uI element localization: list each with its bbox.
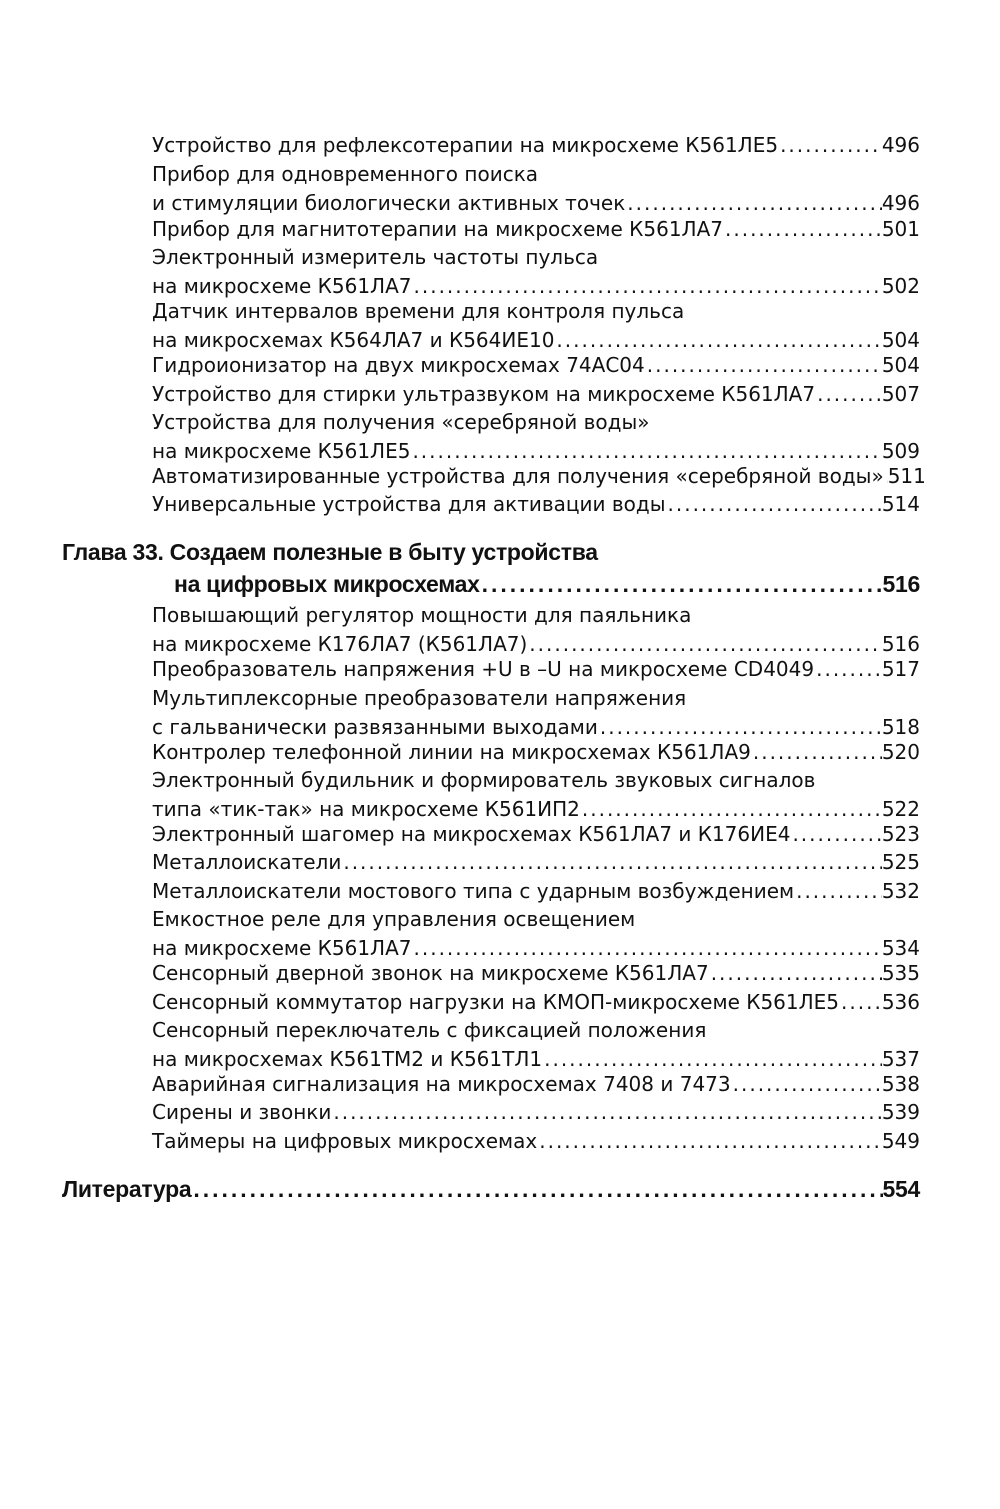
dot-leader xyxy=(731,1070,882,1099)
toc-entry-title-line1: Емкостное реле для управления освещением xyxy=(152,907,636,931)
dot-leader xyxy=(790,820,881,849)
toc-entry[interactable] xyxy=(152,1127,920,1156)
toc-page-number: 549 xyxy=(881,1129,920,1153)
toc-entry[interactable] xyxy=(152,297,920,355)
toc-entry[interactable] xyxy=(152,988,920,1017)
toc-entry[interactable] xyxy=(152,1070,920,1099)
toc-page-number: 504 xyxy=(881,353,920,377)
toc-entry-title: Гидроионизатор на двух микросхемах 74АС04 xyxy=(152,353,645,377)
toc-entry-title: Сирены и звонки xyxy=(152,1100,332,1124)
toc-page-number: 534 xyxy=(881,936,920,960)
toc-entry-title: на микросхеме К561ЛА7 xyxy=(152,936,412,960)
toc-entry[interactable] xyxy=(152,408,920,466)
toc-entry-title-line1: Электронный измеритель частоты пульса xyxy=(152,245,599,269)
toc-entry[interactable] xyxy=(152,380,920,409)
toc-page-number: 509 xyxy=(881,439,920,463)
dot-leader xyxy=(723,215,882,244)
toc-page-number: 523 xyxy=(881,822,920,846)
toc-entry-title: Таймеры на цифровых микросхемах xyxy=(152,1129,538,1153)
toc-entry-title: Контролер телефонной линии на микросхемах К561ЛА9 xyxy=(152,740,751,764)
toc-entry-title: на микросхеме К561ЛА7 xyxy=(152,274,412,298)
toc-entry-title: Металлоискатели мостового типа с ударным возбуждением xyxy=(152,879,795,903)
toc-page-number: 532 xyxy=(881,879,920,903)
literature-page-number: 554 xyxy=(882,1176,920,1202)
toc-entry-title-line1: Устройства для получения «серебряной воды» xyxy=(152,410,650,434)
dot-leader xyxy=(537,1127,882,1156)
toc-page-number: 502 xyxy=(881,274,920,298)
toc-page-number: 517 xyxy=(881,657,920,681)
dot-leader xyxy=(666,490,882,519)
dot-leader xyxy=(814,655,882,684)
toc-page-number: 496 xyxy=(881,133,920,157)
toc-entry-title: Металлоискатели xyxy=(152,850,342,874)
toc-page-number: 511 xyxy=(887,464,926,488)
dot-leader xyxy=(778,131,882,160)
toc-entry-title: на микросхеме К176ЛА7 (К561ЛА7) xyxy=(152,632,528,656)
toc-entry-title: и стимуляции биологически активных точек xyxy=(152,191,626,215)
toc-entry[interactable] xyxy=(152,684,920,742)
toc-entry-title-line1: Датчик интервалов времени для контроля пульса xyxy=(152,299,685,323)
toc-entry-title: Аварийная сигнализация на микросхемах 7408 и 7473 xyxy=(152,1072,731,1096)
toc-entry-title: Преобразователь напряжения +U в –U на микросхеме CD4049 xyxy=(152,657,815,681)
toc-entry[interactable] xyxy=(152,766,920,824)
dot-leader xyxy=(645,351,882,380)
toc-entry[interactable] xyxy=(152,820,920,849)
toc-entry[interactable] xyxy=(152,848,920,877)
toc-entry[interactable] xyxy=(152,1098,920,1127)
toc-entry[interactable] xyxy=(152,655,920,684)
toc-page-number: 525 xyxy=(881,850,920,874)
toc-page-number: 535 xyxy=(881,961,920,985)
toc-entry-title: Сенсорный дверной звонок на микросхеме К561ЛА7 xyxy=(152,961,709,985)
toc-entry-title: Сенсорный коммутатор нагрузки на КМОП-микросхеме К561ЛЕ5 xyxy=(152,990,840,1014)
toc-page-number: 539 xyxy=(881,1100,920,1124)
toc-entry[interactable] xyxy=(152,351,920,380)
dot-leader xyxy=(751,738,882,767)
toc-entry-title: Устройство для стирки ультразвуком на микросхеме К561ЛА7 xyxy=(152,382,816,406)
toc-entry-title: Электронный шагомер на микросхемах К561ЛА7 и К176ИЕ4 xyxy=(152,822,791,846)
toc-entry-title-line1: Электронный будильник и формирователь звуковых сигналов xyxy=(152,768,816,792)
toc-entry-title: с гальванически развязанными выходами xyxy=(152,715,598,739)
toc-page-number: 518 xyxy=(881,715,920,739)
toc-entry[interactable] xyxy=(152,160,920,218)
literature-heading[interactable] xyxy=(62,1173,920,1205)
toc-entry[interactable] xyxy=(152,462,926,491)
chapter-title: на цифровых микросхемах xyxy=(174,571,480,597)
toc-entry-title-line1: Сенсорный переключатель с фиксацией положения xyxy=(152,1018,707,1042)
dot-leader xyxy=(331,1098,881,1127)
dot-leader xyxy=(815,380,882,409)
toc-entry-title: типа «тик-так» на микросхеме К561ИП2 xyxy=(152,797,580,821)
dot-leader xyxy=(480,568,883,600)
toc-page-number: 501 xyxy=(881,217,920,241)
toc-entry[interactable] xyxy=(152,215,920,244)
toc-entry[interactable] xyxy=(152,1016,920,1074)
toc-entry-title-line1: Мультиплексорные преобразователи напряжения xyxy=(152,686,687,710)
toc-entry[interactable] xyxy=(152,601,920,659)
dot-leader xyxy=(341,848,881,877)
toc-page-number: 538 xyxy=(881,1072,920,1096)
toc-entry[interactable] xyxy=(152,490,920,519)
toc-page-number: 516 xyxy=(881,632,920,656)
toc-entry-title: на микросхеме К561ЛЕ5 xyxy=(152,439,411,463)
toc-entry-title: на микросхемах К561ТМ2 и К561ТЛ1 xyxy=(152,1047,543,1071)
toc-page-number: 537 xyxy=(881,1047,920,1071)
dot-leader xyxy=(839,988,882,1017)
toc-entry-title: Автоматизированные устройства для получения «серебряной воды» xyxy=(152,464,884,488)
literature-title: Литература xyxy=(62,1176,192,1202)
toc-page-number: 522 xyxy=(881,797,920,821)
toc-entry[interactable] xyxy=(152,243,920,301)
chapter-title-line1: Глава 33. Создаем полезные в быту устройства xyxy=(62,539,598,565)
chapter-heading[interactable] xyxy=(62,536,920,600)
toc-entry-title: Универсальные устройства для активации воды xyxy=(152,492,666,516)
toc-page-number: 504 xyxy=(881,328,920,352)
toc-entry-title-line1: Прибор для одновременного поиска xyxy=(152,162,539,186)
toc-page-number: 507 xyxy=(881,382,920,406)
toc-entry-title: Устройство для рефлексотерапии на микросхеме К561ЛЕ5 xyxy=(152,133,779,157)
toc-entry[interactable] xyxy=(152,905,920,963)
chapter-page-number: 516 xyxy=(882,571,920,597)
toc-entry-title: на микросхемах К564ЛА7 и К564ИЕ10 xyxy=(152,328,555,352)
toc-entry[interactable] xyxy=(152,738,920,767)
toc-entry-title: Прибор для магнитотерапии на микросхеме К561ЛА7 xyxy=(152,217,723,241)
toc-page-number: 496 xyxy=(881,191,920,215)
toc-entry[interactable] xyxy=(152,959,920,988)
toc-entry[interactable] xyxy=(152,877,920,906)
toc-page-number: 536 xyxy=(881,990,920,1014)
toc-entry[interactable] xyxy=(152,131,920,160)
toc-entry-title-line1: Повышающий регулятор мощности для паяльника xyxy=(152,603,692,627)
dot-leader xyxy=(709,959,882,988)
dot-leader xyxy=(794,877,882,906)
dot-leader xyxy=(625,189,882,218)
toc-page-number: 520 xyxy=(881,740,920,764)
toc-page-number: 514 xyxy=(881,492,920,516)
dot-leader xyxy=(191,1173,882,1205)
